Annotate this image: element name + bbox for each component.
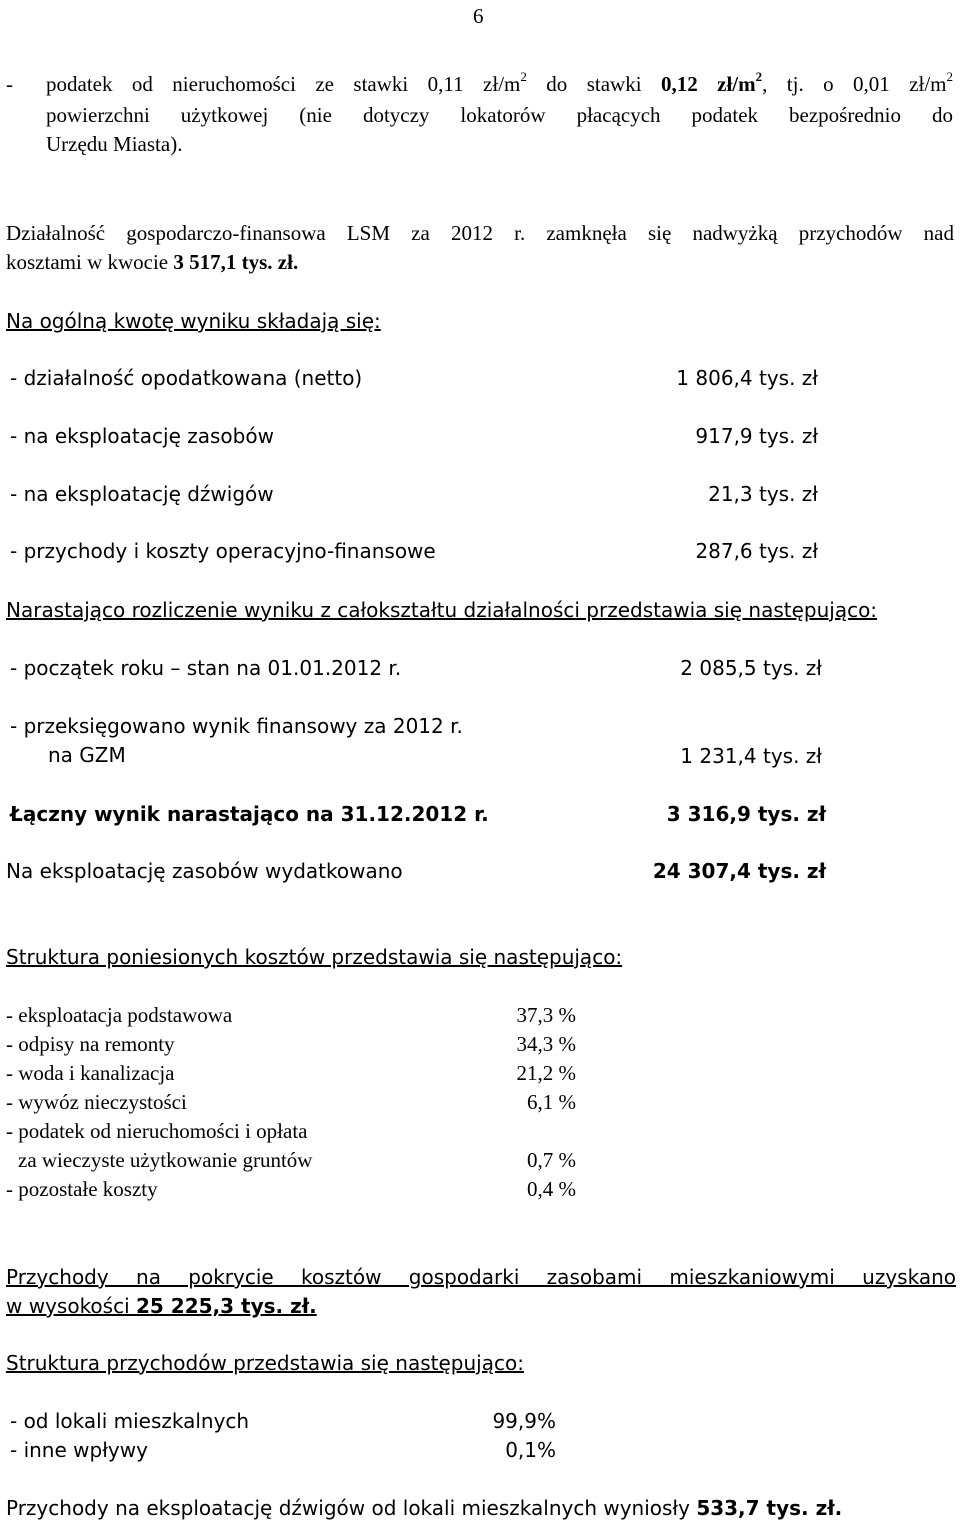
result-item-label: - działalność opodatkowana (netto)	[10, 366, 363, 390]
result-item-value: 917,9 tys. zł	[695, 424, 818, 448]
cost-item-value: 21,2 %	[516, 1061, 576, 1085]
cumulative-start-label: - początek roku – stan na 01.01.2012 r.	[10, 656, 402, 680]
revenue-line-1: Przychody na pokrycie kosztów gospodarki zasobami mieszkaniowymi uzyskano	[6, 1265, 956, 1289]
cost-item-label: - wywóz nieczystości	[6, 1090, 187, 1114]
page-number: 6	[473, 4, 484, 28]
intro-dash: -	[6, 72, 13, 96]
cost-item-value: 6,1 %	[527, 1090, 576, 1114]
cumulative-spent-label: Na eksploatację zasobów wydatkowano	[6, 859, 403, 883]
intro-line-2: powierzchni użytkowej (nie dotyczy lokatorów płacących podatek bezpośrednio do	[46, 103, 953, 127]
cost-item-label: - eksploatacja podstawowa	[6, 1003, 233, 1027]
cumulative-spent-value: 24 307,4 tys. zł	[652, 859, 826, 883]
activity-line-1: Działalność gospodarczo-finansowa LSM za 2012 r. zamknęła się nadwyżką przychodów nad	[6, 221, 954, 245]
cumulative-start-value: 2 085,5 tys. zł	[680, 656, 822, 680]
elevator-revenue: Przychody na eksploatację dźwigów od lokali mieszkalnych wyniosły 533,7 tys. zł.	[6, 1496, 843, 1520]
cost-item-label: - woda i kanalizacja	[6, 1061, 175, 1085]
result-item-value: 21,3 tys. zł	[708, 482, 818, 506]
revenue-item-value: 0,1%	[505, 1438, 556, 1462]
intro-line-1: podatek od nieruchomości ze stawki 0,11 $zł/m^2$ do stawki 0,12 $zł/m^2$, tj. o 0,01 $zł/m^2$	[46, 69, 954, 96]
revenue-item-value: 99,9%	[492, 1409, 556, 1433]
intro-line-3: Urzędu Miasta).	[46, 132, 183, 156]
result-heading: Na ogólną kwotę wyniku składają się:	[6, 309, 381, 333]
cost-item-label: - odpisy na remonty	[6, 1032, 175, 1056]
result-item-label: - przychody i koszty operacyjno-finansowe	[10, 539, 436, 563]
cumulative-total-label: Łączny wynik narastająco na 31.12.2012 r.	[10, 802, 489, 826]
cumulative-transfer-label-2: na GZM	[48, 743, 126, 767]
revenue-structure-heading: Struktura przychodów przedstawia się następująco:	[6, 1351, 524, 1375]
cost-item-label: - podatek od nieruchomości i opłata	[6, 1119, 308, 1143]
revenue-item-label: - inne wpływy	[10, 1438, 148, 1462]
cost-structure-heading: Struktura poniesionych kosztów przedstawia się następująco:	[6, 945, 623, 969]
cumulative-total-value: 3 316,9 tys. zł	[666, 802, 826, 826]
cumulative-transfer-label-1: - przeksięgowano wynik finansowy za 2012 r.	[10, 714, 463, 738]
cumulative-heading: Narastająco rozliczenie wyniku z całokształtu działalności przedstawia się następująco:	[6, 598, 878, 622]
cost-item-value: 0,7 %	[527, 1148, 576, 1172]
cost-item-value: 34,3 %	[516, 1032, 576, 1056]
cumulative-transfer-value: 1 231,4 tys. zł	[680, 744, 822, 768]
result-item-label: - na eksploatację zasobów	[10, 424, 274, 448]
cost-item-label: za wieczyste użytkowanie gruntów	[18, 1148, 313, 1172]
activity-line-2: kosztami w kwocie 3 517,1 tys. zł.	[6, 250, 299, 274]
revenue-line-2: w wysokości 25 225,3 tys. zł.	[6, 1294, 317, 1318]
revenue-item-label: - od lokali mieszkalnych	[10, 1409, 250, 1433]
cost-item-value: 0,4 %	[527, 1177, 576, 1201]
cost-item-value: 37,3 %	[516, 1003, 576, 1027]
result-item-label: - na eksploatację dźwigów	[10, 482, 274, 506]
result-item-value: 1 806,4 tys. zł	[676, 366, 818, 390]
cost-item-label: - pozostałe koszty	[6, 1177, 158, 1201]
result-item-value: 287,6 tys. zł	[695, 539, 818, 563]
